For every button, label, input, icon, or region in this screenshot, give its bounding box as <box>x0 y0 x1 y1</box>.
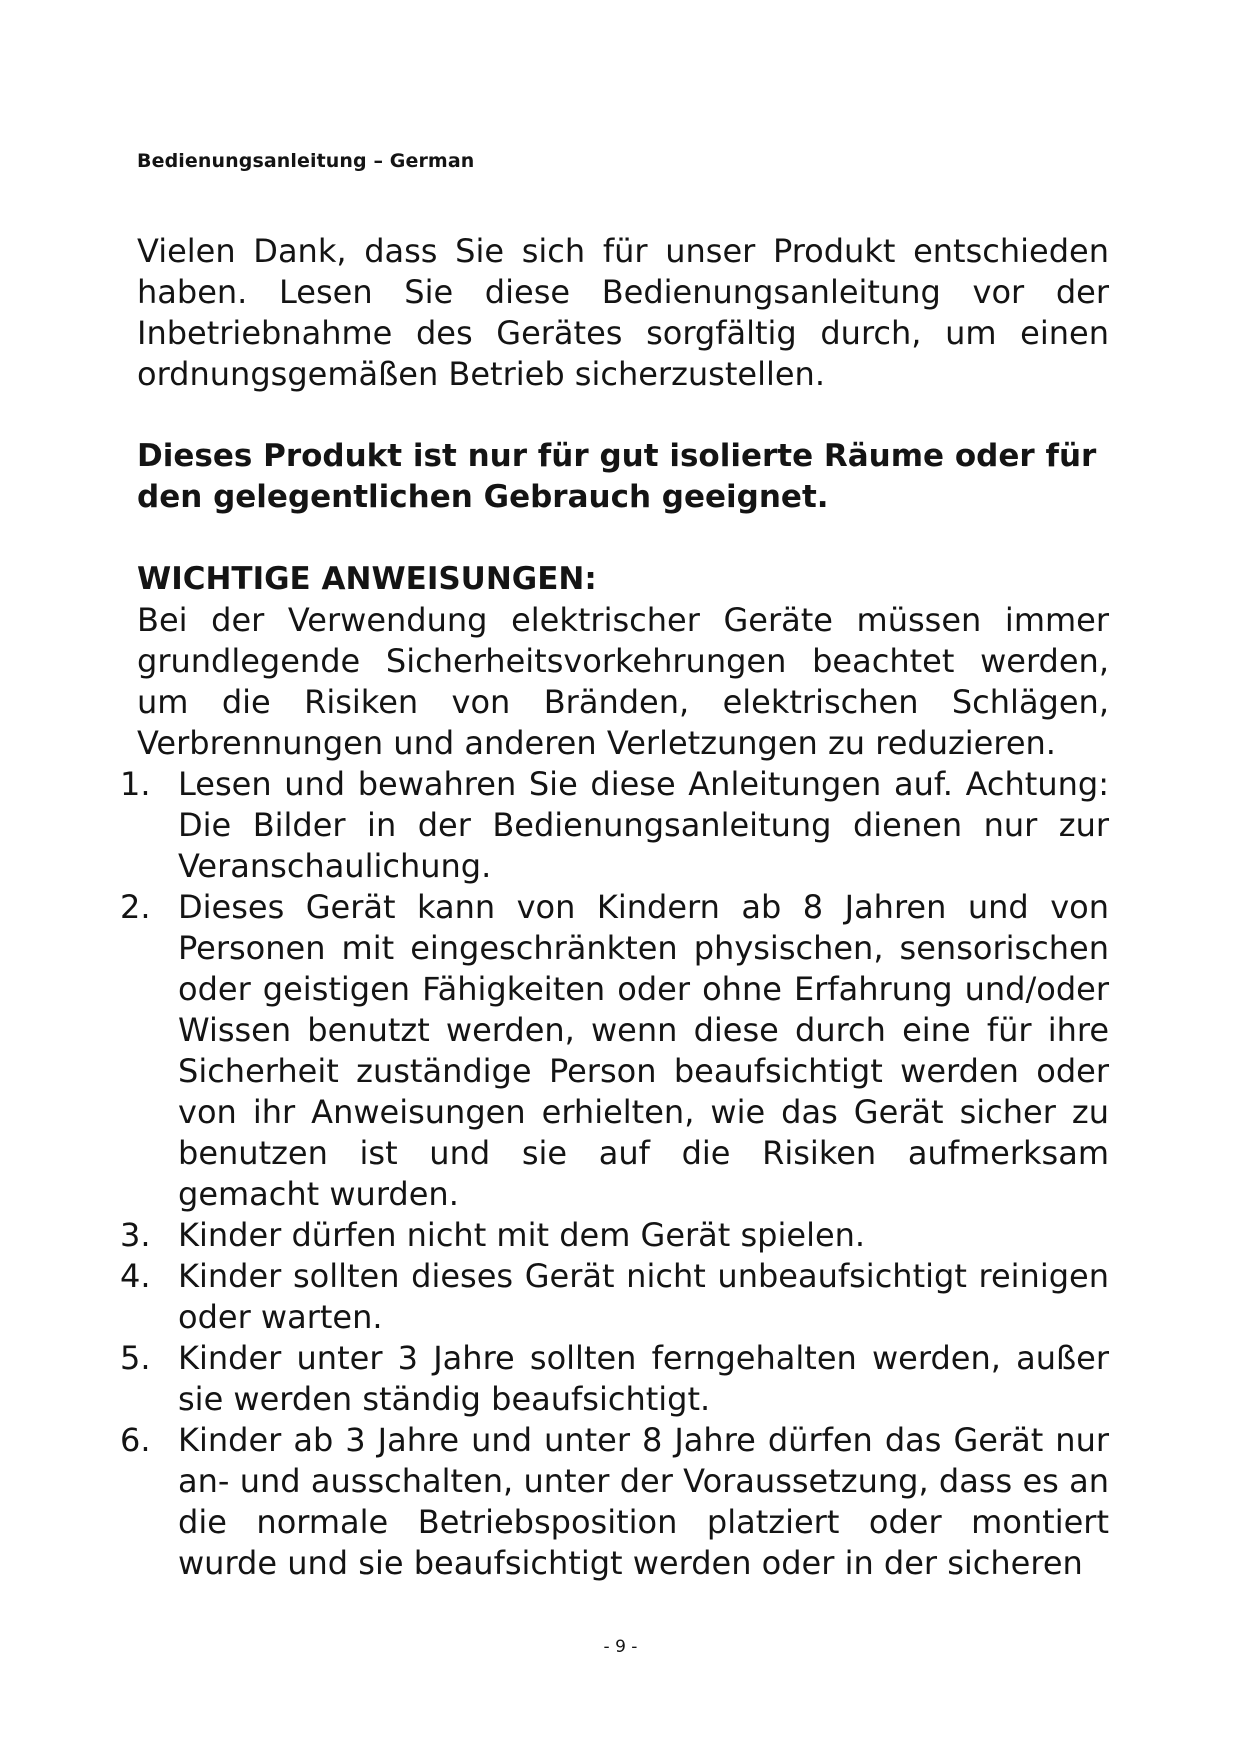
list-item-text: Kinder sollten dieses Gerät nicht unbeaufsichtigt reinigen oder warten. <box>178 1257 1109 1336</box>
safety-instructions-list <box>120 764 1109 1584</box>
page-number: - 9 - <box>603 1637 638 1657</box>
list-item-text: Kinder ab 3 Jahre und unter 8 Jahre dürfen das Gerät nur an- und ausschalten, unter der Voraussetzung, dass es an die normale Betriebsposition platziert oder montiert wurde und sie beaufsichtigt werden oder in der sicheren <box>178 1421 1109 1582</box>
list-item-text: Lesen und bewahren Sie diese Anleitungen auf. Achtung: Die Bilder in der Bedienungsanleitung dienen nur zur Veranschaulichung. <box>178 765 1109 885</box>
list-item-number: 4. <box>120 1257 151 1295</box>
list-item-number: 2. <box>120 888 151 926</box>
list-item-text: Kinder dürfen nicht mit dem Gerät spielen. <box>178 1216 866 1254</box>
safety-lead-paragraph: Bei der Verwendung elektrischer Geräte müssen immer grundlegende Sicherheitsvorkehrungen beachtet werden, um die Risiken von Bränden, elektrischen Schlägen, Verbrennungen und anderen Verletzungen zu reduzieren. <box>137 601 1109 762</box>
list-item-number: 6. <box>120 1421 151 1459</box>
list-item <box>120 764 1109 887</box>
list-item-text: Kinder unter 3 Jahre sollten ferngehalten werden, außer sie werden ständig beaufsichtigt. <box>178 1339 1109 1418</box>
usage-notice: Dieses Produkt ist nur für gut isolierte Räume oder für den gelegentlichen Gebrauch geeignet. <box>137 438 1097 515</box>
list-item-number: 3. <box>120 1216 151 1254</box>
list-item-number: 1. <box>120 765 151 803</box>
list-item <box>120 1256 1109 1338</box>
list-item <box>120 1215 1109 1256</box>
list-item <box>120 1420 1109 1584</box>
section-heading: WICHTIGE ANWEISUNGEN: <box>137 561 597 597</box>
list-item-text: Dieses Gerät kann von Kindern ab 8 Jahren und von Personen mit eingeschränkten physischen, sensorischen oder geistigen Fähigkeiten oder ohne Erfahrung und/oder Wissen benutzt werden, wenn diese durch eine für ihre Sicherheit zuständige Person beaufsichtigt werden oder von ihr Anweisungen erhielten, wie das Gerät sicher zu benutzen ist und sie auf die Risiken aufmerksam gemacht wurden. <box>178 888 1109 1213</box>
page-content <box>120 231 1109 1584</box>
list-item-number: 5. <box>120 1339 151 1377</box>
document-header: Bedienungsanleitung – German <box>137 150 475 172</box>
list-item <box>120 887 1109 1215</box>
intro-paragraph: Vielen Dank, dass Sie sich für unser Produkt entschieden haben. Lesen Sie diese Bedienungsanleitung vor der Inbetriebnahme des Gerätes sorgfältig durch, um einen ordnungsgemäßen Betrieb sicherzustellen. <box>137 232 1109 393</box>
list-item <box>120 1338 1109 1420</box>
